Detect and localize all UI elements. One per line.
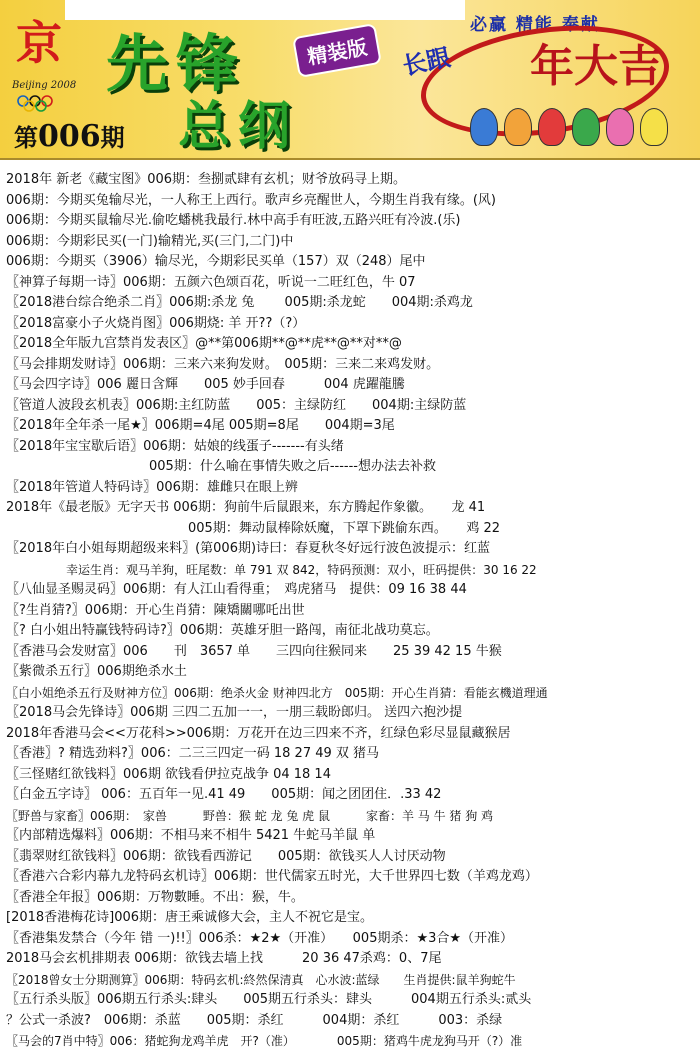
list-item: 〖2018富豪小子火烧肖图〗006期烧: 羊 开??（?）: [6, 315, 306, 331]
olympic-rings-icon: [14, 94, 74, 112]
list-item: 2018马会玄机排期表 006期：欲钱去墙上找 20 36 47杀鸡：0、7尾: [6, 951, 442, 966]
banner-title-top: 先锋: [106, 27, 247, 100]
header-banner: [0, 0, 700, 160]
list-item: 〖紫微杀五行〗006期绝杀水土: [6, 664, 187, 679]
prediction-list: [0, 160, 700, 1052]
list-item: 2018年 新老《藏宝图》006期：叁捌贰肆有玄机；财爷放码寻上期。: [6, 172, 407, 187]
banner-title-bottom: 总纲: [178, 96, 299, 157]
list-item: 〖2018年管道人特码诗〗006期：雄雌只在眼上辨: [6, 479, 298, 495]
issue-prefix: 第: [14, 123, 38, 152]
mascot-icon: [470, 108, 498, 146]
list-item: 〖2018马会先锋诗〗006期 三四二五加一一，一朋三载盼郎归。 送四六抱沙提: [6, 705, 463, 720]
mascots-group: [470, 108, 668, 146]
list-item: 006期：今期买鼠输尽光.偷吃蟠桃我最行.林中高手有旺波,五路兴旺有冷波.(乐): [6, 213, 461, 228]
list-item: 〖神算子每期一诗〗006期：五颜六色颂百花，听说一二旺红色，牛 07: [6, 274, 416, 290]
list-item: [2018香港梅花诗]006期：唐王乘诚修大会，主人不祝它是宝。: [6, 910, 374, 925]
list-item: 006期：今期买兔输尽光，一人称王上西行。歌声乡亮醒世人，今期生肖我有缘。(风): [6, 192, 496, 208]
edition-badge: 精装版: [292, 23, 382, 78]
mascot-icon: [640, 108, 668, 146]
list-item: 2018年《最老版》无字天书 006期：狗前牛后鼠跟来，东方腾起作象徽。 龙 41: [6, 500, 486, 515]
list-item: 〖香港全年报〗006期：万物數睡。不出：猴，牛。: [6, 889, 304, 905]
list-item: 〖马会排期发财诗〗006期：三来六来狗发财。 005期：三来二来鸡发财。: [6, 356, 440, 372]
mascot-icon: [572, 108, 600, 146]
list-item: 〖管道人波段玄机表〗006期:主红防蓝 005：主绿防红 004期:主绿防蓝: [6, 397, 467, 413]
mascot-icon: [606, 108, 634, 146]
list-item: 〖翡翠财红欲钱料〗006期：欲钱看西游记 005期：欲钱买人人讨厌动物: [6, 848, 446, 864]
list-item: 〖2018年白小姐每期超级来料〗(第006期)诗曰：春夏秋冬好远行波色波提示：红蓝: [6, 541, 491, 556]
list-item: 〖2018全年版九宫禁肖发表区〗@**第006期**@**虎**@**对**@: [6, 336, 402, 351]
list-item: 〖马会的7肖中特〗006：猪蛇狗龙鸡羊虎 开?（准） 005期：猪鸡牛虎龙狗马开（?）准: [6, 1034, 523, 1048]
list-item: 〖白小姐绝杀五行及财神方位〗006期：绝杀火金 财神四北方 005期：开心生肖猜：看能玄機道理通: [6, 685, 548, 700]
issue-suffix: 期: [100, 123, 125, 152]
list-item: 〖2018曾女士分期测算〗006期：特码玄机:終然保清真 心水波:蓝绿 生肖提供:鼠羊狗蛇牛: [6, 972, 516, 987]
list-item: 〖野兽与家畜〗006期： 家兽 野兽：猴 蛇 龙 兔 虎 鼠 家畜：羊 马 牛 猪 狗 鸡: [6, 808, 494, 823]
list-item: 〖内部精选爆料〗006期：不相马来不相牛 5421 牛蛇马羊鼠 单: [6, 828, 376, 843]
list-item: 2018年香港马会<<万花科>>006期：万花开在边三四来不齐，红绿色彩尽显鼠藏猴居: [6, 725, 511, 741]
list-item: 〖? 白小姐出特赢钱特码诗?〗006期：英雄牙胆一路闯，南征北战功莫忘。: [6, 623, 439, 638]
list-item: 〖香港〗? 精选劲料?〗006：二三三四定一码 18 27 49 双 猪马: [6, 746, 380, 761]
list-item: 幸运生肖：观马羊狗，旺尾数：单 791 双 842，特码预测：双小，旺码提供：30 16 22: [6, 562, 537, 577]
mascot-icon: [538, 108, 566, 146]
list-item: 〖白金五字诗〗 006：五百年一见.41 49 005期：闻之团团住．.33 42: [6, 787, 442, 802]
list-item: 〖香港马会发财富〗006 刊 3657 单 三四向往猴同来 25 39 42 15 牛猴: [6, 643, 502, 659]
mascot-icon: [504, 108, 532, 146]
banner-nian-text: 年大吉: [530, 41, 662, 92]
olympic-emblem-icon: 京: [16, 16, 62, 70]
list-item: 〖?生肖猜?〗006期：开心生肖猜：陳矯關哪吒出世: [6, 602, 305, 618]
list-item: 〖五行杀头版〗006期五行杀头:肆头 005期五行杀头：肆头 004期五行杀头:贰头: [6, 992, 532, 1007]
list-item: 〖2018年宝宝歇后语〗006期：姑娘的线蛋子-------有头绪: [6, 438, 344, 454]
list-item: ？公式一杀波? 006期：杀蓝 005期：杀红 004期：杀红 003：杀绿: [6, 1012, 503, 1028]
list-item: 〖香港集发禁合（今年 错 一)!!〗006杀：★2★（开准） 005期杀：★3合★（开准）: [6, 930, 514, 946]
list-item: 005期：什么喻在事情失败之后------想办法去补救: [6, 459, 436, 474]
banner-changgen: 长跟: [400, 43, 453, 81]
list-item: 〖三怪赌红欲钱料〗006期 欲钱看伊拉克战争 04 18 14: [6, 766, 331, 782]
list-item: 〖马会四字诗〗006 麗日含輝 005 妙手回春 004 虎躍龍騰: [6, 377, 405, 392]
list-item: 〖八仙显圣赐灵码〗006期：有人江山看得重； 鸡虎猪马 提供：09 16 38 44: [6, 582, 467, 597]
list-item: 〖2018年全年杀一尾★〗006期=4尾 005期=8尾 004期=3尾: [6, 418, 395, 433]
list-item: 〖香港六合彩内幕九龙特码玄机诗〗006期：世代儒家五时光，大千世界四七数（羊鸡龙鸡）: [6, 869, 538, 884]
issue-digits: 006: [38, 119, 101, 154]
issue-number: [14, 118, 125, 154]
banner-slogan: 必赢 精能 奉献: [470, 15, 600, 35]
list-item: 005期：舞动鼠棒除妖魔，下罩下跳偷东西。 鸡 22: [6, 520, 500, 536]
list-item: 〖2018港台综合绝杀二肖〗006期:杀龙 兔 005期:杀龙蛇 004期:杀鸡龙: [6, 295, 473, 310]
beijing-2008-text: Beijing 2008: [12, 80, 77, 91]
list-item: 006期：今期买（3906）输尽光，今期彩民买单（157）双（248）尾中: [6, 254, 426, 269]
list-item: 006期：今期彩民买(一门)输精光,买(三门,二门)中: [6, 233, 294, 249]
